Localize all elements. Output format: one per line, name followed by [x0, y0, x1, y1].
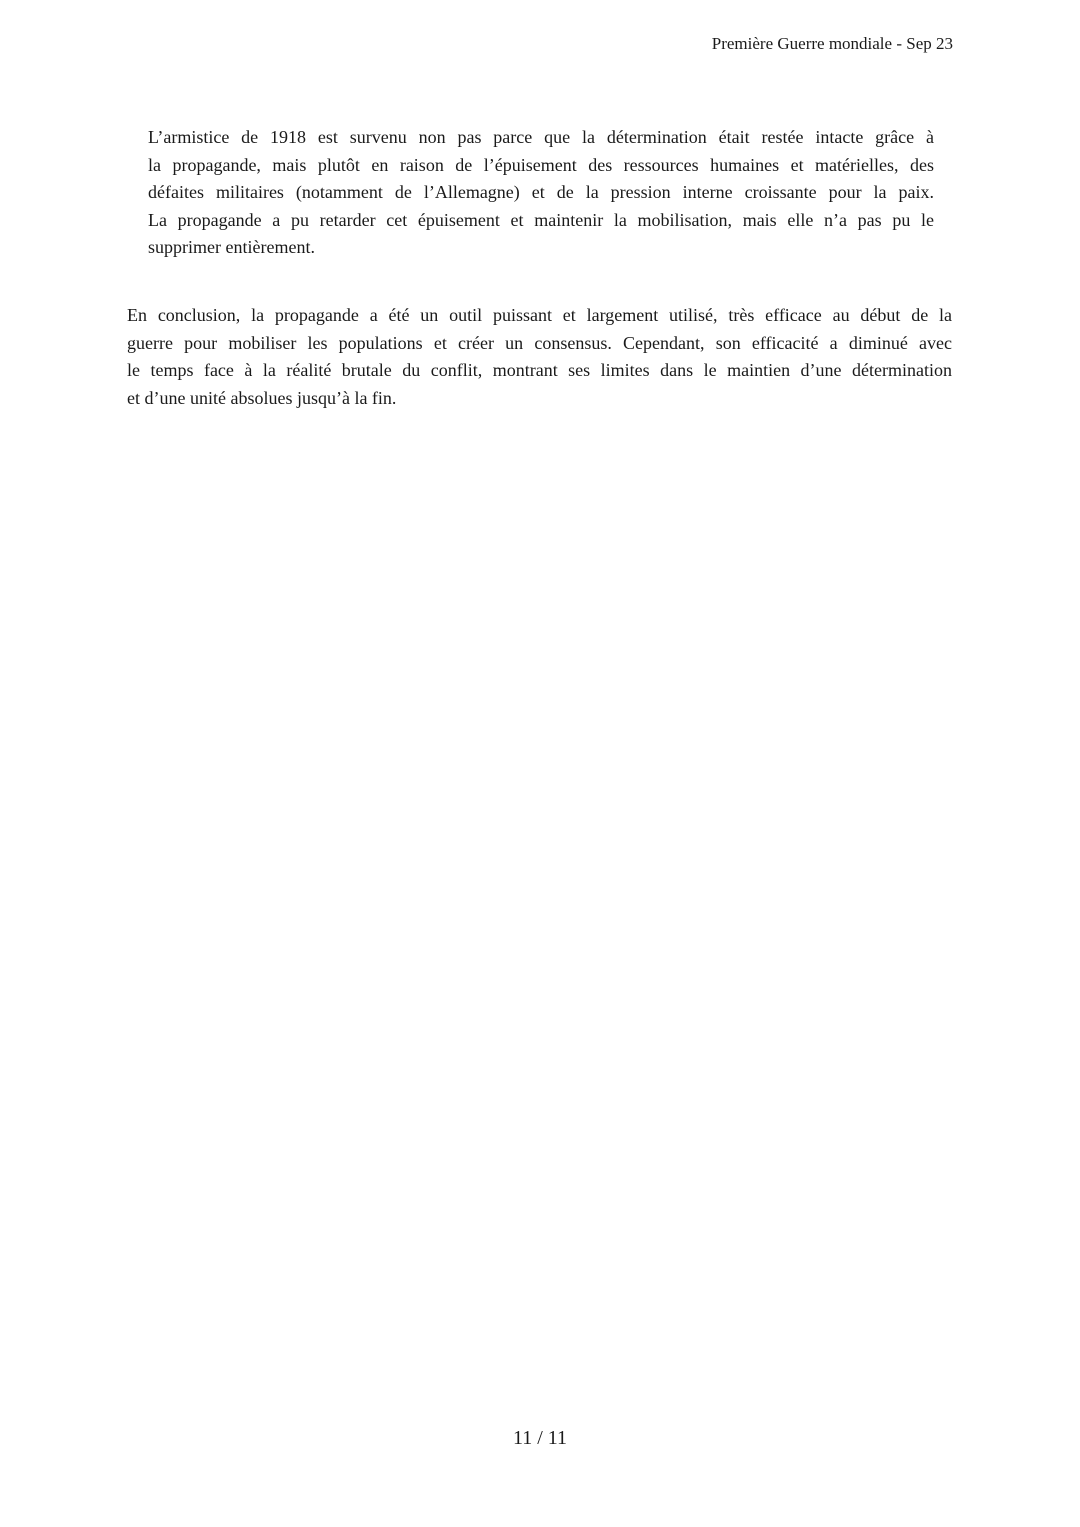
- conclusion-paragraph: [127, 302, 952, 412]
- quote-paragraph: [148, 124, 934, 262]
- text-line: le temps face à la réalité brutale du conflit, montrant ses limites dans le maintien d’une détermination: [127, 360, 952, 380]
- text-line: guerre pour mobiliser les populations et créer un consensus. Cependant, son efficacité a diminué avec: [127, 332, 952, 353]
- text-line: la propagande, mais plutôt en raison de l’épuisement des ressources humaines et matérielles, des: [148, 154, 934, 175]
- text-line: et d’une unité absolues jusqu’à la fin.: [127, 387, 397, 408]
- running-header: Première Guerre mondiale - Sep 23: [711, 34, 953, 53]
- text-line: L’armistice de 1918 est survenu non pas parce que la détermination était restée intacte grâce à: [148, 127, 934, 147]
- text-line: La propagande a pu retarder cet épuisement et maintenir la mobilisation, mais elle n’a pas pu le: [148, 209, 934, 230]
- text-line: En conclusion, la propagande a été un outil puissant et largement utilisé, très efficace au début de la: [127, 305, 952, 325]
- page-number: 11 / 11: [512, 1427, 568, 1449]
- text-line: supprimer entièrement.: [148, 237, 315, 257]
- text-line: défaites militaires (notamment de l’Allemagne) et de la pression interne croissante pour la paix.: [148, 182, 934, 202]
